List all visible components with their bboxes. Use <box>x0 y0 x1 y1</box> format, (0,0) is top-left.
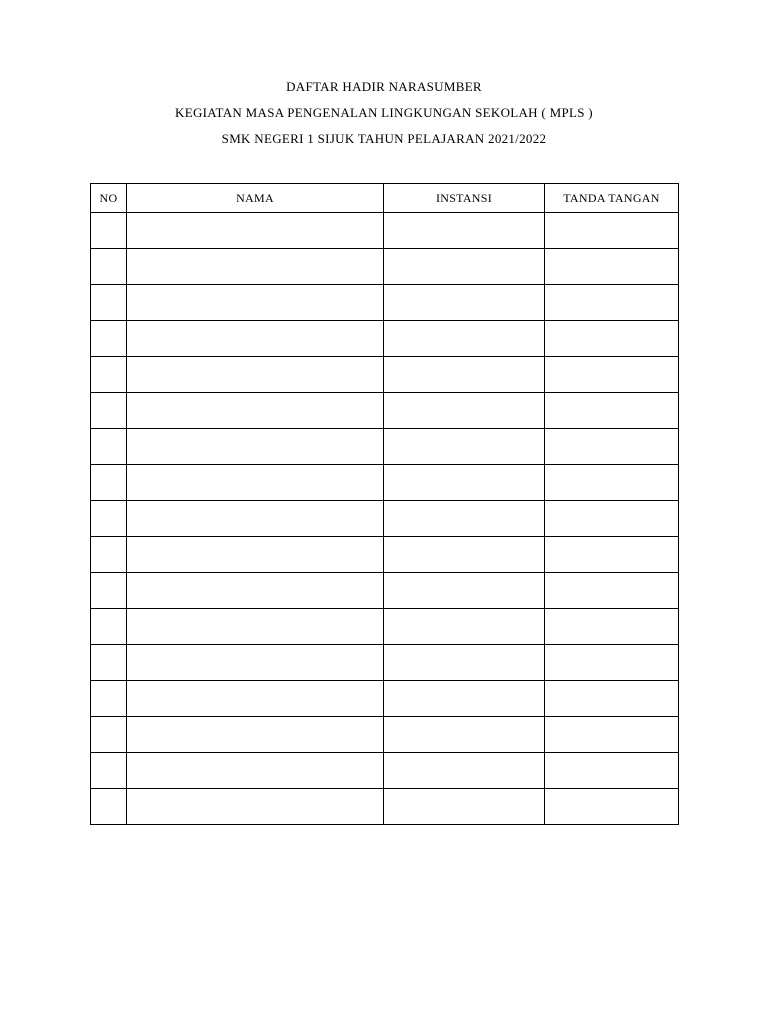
cell-tanda-tangan <box>545 249 679 285</box>
cell-no <box>91 501 127 537</box>
cell-instansi <box>384 537 545 573</box>
table-body <box>91 213 679 825</box>
cell-tanda-tangan <box>545 717 679 753</box>
document-subtitle-school: SMK NEGERI 1 SIJUK TAHUN PELAJARAN 2021/2022 <box>221 131 547 146</box>
cell-tanda-tangan <box>545 213 679 249</box>
cell-no <box>91 213 127 249</box>
cell-no <box>91 645 127 681</box>
cell-nama <box>127 573 384 609</box>
cell-tanda-tangan <box>545 285 679 321</box>
column-header-nama: NAMA <box>127 184 384 213</box>
cell-instansi <box>384 321 545 357</box>
cell-instansi <box>384 285 545 321</box>
cell-tanda-tangan <box>545 573 679 609</box>
table-row <box>91 213 679 249</box>
table-row <box>91 429 679 465</box>
cell-instansi <box>384 609 545 645</box>
table-row <box>91 321 679 357</box>
cell-no <box>91 285 127 321</box>
cell-nama <box>127 789 384 825</box>
cell-nama <box>127 393 384 429</box>
cell-instansi <box>384 429 545 465</box>
column-header-no: NO <box>91 184 127 213</box>
table-row <box>91 717 679 753</box>
table-row <box>91 249 679 285</box>
table-row <box>91 285 679 321</box>
cell-no <box>91 753 127 789</box>
cell-nama <box>127 609 384 645</box>
cell-tanda-tangan <box>545 465 679 501</box>
table-row <box>91 645 679 681</box>
cell-instansi <box>384 465 545 501</box>
cell-no <box>91 393 127 429</box>
table-row <box>91 357 679 393</box>
cell-tanda-tangan <box>545 753 679 789</box>
cell-no <box>91 357 127 393</box>
column-header-instansi: INSTANSI <box>384 184 545 213</box>
document-title: DAFTAR HADIR NARASUMBER <box>286 79 482 94</box>
cell-tanda-tangan <box>545 645 679 681</box>
cell-nama <box>127 681 384 717</box>
cell-instansi <box>384 645 545 681</box>
table-row <box>91 681 679 717</box>
cell-instansi <box>384 249 545 285</box>
cell-no <box>91 573 127 609</box>
cell-tanda-tangan <box>545 393 679 429</box>
cell-no <box>91 681 127 717</box>
table-row <box>91 753 679 789</box>
cell-tanda-tangan <box>545 789 679 825</box>
cell-nama <box>127 321 384 357</box>
cell-instansi <box>384 573 545 609</box>
cell-tanda-tangan <box>545 321 679 357</box>
table-row <box>91 465 679 501</box>
cell-tanda-tangan <box>545 681 679 717</box>
cell-instansi <box>384 501 545 537</box>
table-row <box>91 609 679 645</box>
table-row <box>91 537 679 573</box>
cell-instansi <box>384 753 545 789</box>
column-header-tanda-tangan: TANDA TANGAN <box>545 184 679 213</box>
cell-instansi <box>384 717 545 753</box>
cell-no <box>91 321 127 357</box>
cell-nama <box>127 753 384 789</box>
cell-tanda-tangan <box>545 501 679 537</box>
table-row <box>91 789 679 825</box>
attendance-table <box>90 183 679 825</box>
cell-tanda-tangan <box>545 537 679 573</box>
cell-instansi <box>384 681 545 717</box>
table-row <box>91 501 679 537</box>
cell-instansi <box>384 393 545 429</box>
table-row <box>91 573 679 609</box>
cell-instansi <box>384 213 545 249</box>
cell-nama <box>127 717 384 753</box>
table-header-row <box>91 184 679 213</box>
cell-tanda-tangan <box>545 429 679 465</box>
cell-tanda-tangan <box>545 357 679 393</box>
cell-no <box>91 609 127 645</box>
cell-no <box>91 429 127 465</box>
cell-no <box>91 465 127 501</box>
cell-no <box>91 717 127 753</box>
cell-nama <box>127 429 384 465</box>
cell-instansi <box>384 789 545 825</box>
cell-no <box>91 249 127 285</box>
document-subtitle-event: KEGIATAN MASA PENGENALAN LINGKUNGAN SEKOLAH ( MPLS ) <box>175 105 593 120</box>
cell-instansi <box>384 357 545 393</box>
cell-nama <box>127 465 384 501</box>
cell-nama <box>127 249 384 285</box>
cell-nama <box>127 645 384 681</box>
cell-nama <box>127 537 384 573</box>
cell-nama <box>127 501 384 537</box>
cell-nama <box>127 213 384 249</box>
cell-nama <box>127 357 384 393</box>
table-row <box>91 393 679 429</box>
cell-tanda-tangan <box>545 609 679 645</box>
cell-no <box>91 789 127 825</box>
cell-nama <box>127 285 384 321</box>
cell-no <box>91 537 127 573</box>
